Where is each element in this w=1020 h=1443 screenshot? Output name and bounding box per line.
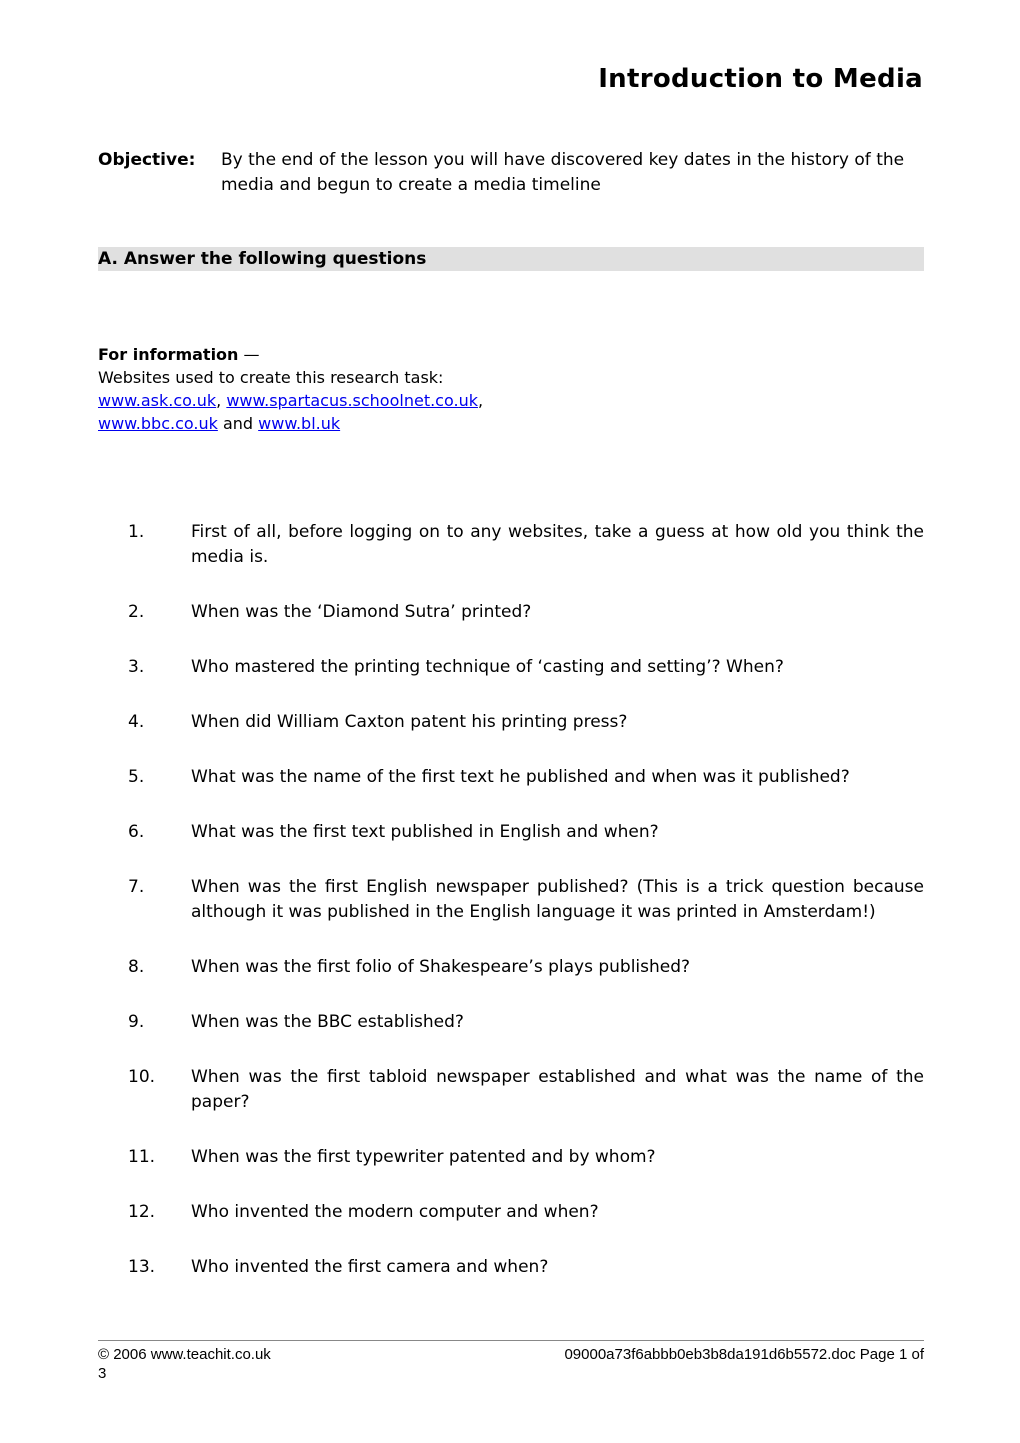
- question-number: 10.: [128, 1067, 156, 1087]
- question-number: 6.: [128, 822, 145, 842]
- footer-page-info: 09000a73f6abbb0eb3b8da191d6b5572.doc Page 1 of: [564, 1346, 924, 1363]
- link-bbc[interactable]: www.bbc.co.uk: [98, 414, 218, 433]
- question-number: 7.: [128, 877, 145, 897]
- info-line: Websites used to create this research task:: [98, 368, 444, 387]
- question-number: 2.: [128, 602, 145, 622]
- question-item: [128, 1255, 924, 1280]
- question-text: Who mastered the printing technique of ‘casting and setting’? When?: [191, 657, 784, 677]
- question-text: Who invented the modern computer and when?: [191, 1202, 599, 1222]
- question-item: [128, 1145, 924, 1170]
- question-text: What was the name of the first text he published and when was it published?: [191, 767, 850, 787]
- question-number: 11.: [128, 1147, 156, 1167]
- question-number: 9.: [128, 1012, 145, 1032]
- question-item: [128, 710, 924, 735]
- question-text: Who invented the first camera and when?: [191, 1257, 549, 1277]
- info-heading: For information: [98, 345, 239, 364]
- info-block: [98, 343, 483, 435]
- question-text: First of all, before logging on to any websites, take a guess at how old you think the media is.: [191, 522, 924, 567]
- question-number: 12.: [128, 1202, 156, 1222]
- link-bl[interactable]: www.bl.uk: [258, 414, 341, 433]
- question-number: 13.: [128, 1257, 156, 1277]
- question-number: 5.: [128, 767, 145, 787]
- question-number: 4.: [128, 712, 145, 732]
- question-text: When was the first tabloid newspaper established and what was the name of the paper?: [191, 1067, 924, 1112]
- section-heading-a: A. Answer the following questions: [98, 247, 924, 271]
- footer-page-total: 3: [98, 1365, 107, 1382]
- question-number: 3.: [128, 657, 145, 677]
- question-text: When did William Caxton patent his printing press?: [191, 712, 628, 732]
- page-title: Introduction to Media: [598, 64, 923, 94]
- footer-copyright: © 2006 www.teachit.co.uk: [98, 1346, 271, 1363]
- question-item: [128, 820, 924, 845]
- question-text: When was the ‘Diamond Sutra’ printed?: [191, 602, 532, 622]
- question-item: [128, 520, 924, 570]
- question-item: [128, 875, 924, 925]
- question-text: When was the first typewriter patented and by whom?: [191, 1147, 656, 1167]
- question-number: 1.: [128, 522, 145, 542]
- question-item: [128, 765, 924, 790]
- question-item: [128, 655, 924, 680]
- question-number: 8.: [128, 957, 145, 977]
- objective-label: Objective:: [98, 150, 196, 170]
- objective-text: By the end of the lesson you will have discovered key dates in the history of the media and begun to create a media timeline: [221, 150, 905, 195]
- question-text: When was the first English newspaper published? (This is a trick question because although it was published in the English language it was printed in Amsterdam!): [191, 877, 924, 922]
- footer: [98, 1340, 924, 1383]
- link-spartacus[interactable]: www.spartacus.schoolnet.co.uk: [226, 391, 478, 410]
- question-item: [128, 1010, 924, 1035]
- question-list: [128, 520, 924, 1310]
- separator: ,: [477, 391, 484, 410]
- objective: [98, 148, 924, 198]
- separator: ,: [216, 391, 227, 410]
- question-item: [128, 1065, 924, 1115]
- question-item: [128, 955, 924, 980]
- question-text: When was the first folio of Shakespeare’s plays published?: [191, 957, 691, 977]
- question-item: [128, 1200, 924, 1225]
- question-item: [128, 600, 924, 625]
- info-dash: —: [238, 345, 260, 364]
- separator: and: [217, 414, 259, 433]
- link-ask[interactable]: www.ask.co.uk: [98, 391, 217, 410]
- question-text: What was the first text published in English and when?: [191, 822, 659, 842]
- question-text: When was the BBC established?: [191, 1012, 464, 1032]
